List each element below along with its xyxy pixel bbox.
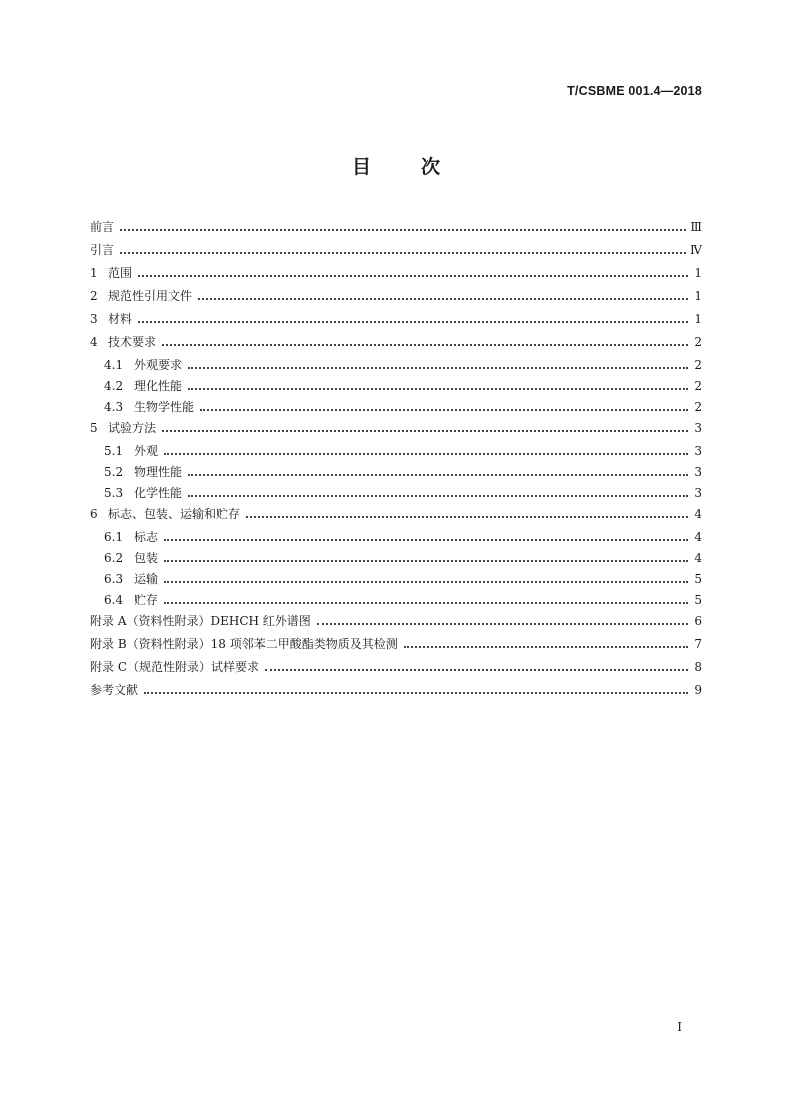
toc-entry-page: 6 [694,614,702,628]
toc-entry-title: 规范性引用文件 [108,289,193,303]
toc-leader [200,395,688,411]
toc-leader [120,215,686,231]
toc-entry-page: 9 [694,683,702,697]
toc-entry-title: 参考文献 [90,683,139,697]
toc-leader [138,261,688,277]
toc-entry-title: 引言 [90,243,115,257]
toc-entry-number: 4.3 [104,400,124,414]
toc-entry-number: 4.1 [104,358,124,372]
toc-entry-title: 范围 [108,266,133,280]
toc-entry-page: 7 [694,637,702,651]
toc-entry-number: 6.1 [104,530,124,544]
toc-entry-title: 附录 C（规范性附录）试样要求 [90,660,259,674]
toc-subentry[interactable] [90,353,702,374]
toc-entry-number: 2 [90,289,98,303]
toc-entry-appendix-c[interactable] [90,655,702,678]
toc-entry-number: 6.3 [104,572,124,586]
toc-leader [188,460,688,476]
toc-entry-references[interactable] [90,678,702,701]
toc-entry[interactable] [90,238,702,261]
toc-entry[interactable] [90,416,702,439]
toc-entry-page: 1 [694,289,702,303]
toc-entry-appendix-a[interactable] [90,609,702,632]
toc-entry-number: 6 [90,507,98,521]
toc-entry-number: 1 [90,266,98,280]
toc-leader [188,374,688,390]
toc-leader [162,330,688,346]
toc-entry-page: Ⅳ [690,243,702,257]
toc-entry-page: 1 [694,312,702,326]
toc-entry-number: 6.2 [104,551,124,565]
toc-entry-title: 贮存 [134,593,159,607]
table-of-contents [90,215,702,701]
toc-entry[interactable] [90,502,702,525]
toc-entry-page: 4 [694,507,702,521]
toc-leader [198,284,688,300]
toc-entry-page: Ⅲ [690,220,702,234]
toc-subentry[interactable] [90,395,702,416]
toc-entry[interactable] [90,307,702,330]
toc-entry-page: 3 [694,486,702,500]
toc-leader [144,678,688,694]
toc-entry-page: 2 [694,379,702,393]
toc-entry-title: 材料 [108,312,133,326]
toc-entry-title: 标志 [134,530,159,544]
toc-subentry[interactable] [90,460,702,481]
toc-leader [120,238,686,254]
toc-leader [317,609,688,625]
title-char-2: 次 [421,156,441,178]
toc-entry-number: 5.3 [104,486,124,500]
toc-entry[interactable] [90,215,702,238]
toc-entry-number: 5.2 [104,465,124,479]
page-number: Ⅰ [677,1020,682,1034]
toc-entry-appendix-b[interactable] [90,632,702,655]
toc-entry-page: 1 [694,266,702,280]
toc-entry-title: 外观 [134,444,159,458]
toc-entry-title: 附录 B（资料性附录）18 项邻苯二甲酸酯类物质及其检测 [90,637,398,651]
toc-entry-page: 8 [694,660,702,674]
toc-entry-page: 4 [694,530,702,544]
toc-entry[interactable] [90,284,702,307]
toc-entry-title: 生物学性能 [134,400,195,414]
toc-entry-page: 3 [694,444,702,458]
toc-entry-title: 附录 A（资料性附录）DEHCH 红外谱图 [90,614,311,628]
toc-entry-number: 6.4 [104,593,124,607]
toc-leader [265,655,688,671]
toc-entry-page: 3 [694,465,702,479]
toc-subentry[interactable] [90,439,702,460]
toc-subentry[interactable] [90,481,702,502]
toc-subentry[interactable] [90,588,702,609]
toc-entry-title: 包装 [134,551,159,565]
toc-entry-number: 4 [90,335,98,349]
toc-entry-number: 4.2 [104,379,124,393]
toc-entry-page: 5 [694,593,702,607]
toc-leader [164,439,688,455]
page-title [0,152,792,179]
toc-leader [188,481,688,497]
toc-entry-page: 2 [694,400,702,414]
toc-leader [162,416,688,432]
toc-leader [188,353,688,369]
toc-entry-title: 技术要求 [108,335,157,349]
toc-entry-title: 前言 [90,220,115,234]
toc-entry-number: 5 [90,421,98,435]
toc-leader [138,307,688,323]
toc-leader [164,525,688,541]
toc-entry[interactable] [90,330,702,353]
toc-entry-title: 物理性能 [134,465,183,479]
toc-entry-number: 5.1 [104,444,124,458]
toc-leader [164,588,688,604]
toc-entry-number: 3 [90,312,98,326]
toc-entry-page: 5 [694,572,702,586]
toc-leader [164,567,688,583]
toc-subentry[interactable] [90,374,702,395]
toc-entry-title: 化学性能 [134,486,183,500]
toc-leader [164,546,688,562]
toc-subentry[interactable] [90,546,702,567]
toc-leader [404,632,688,648]
standard-code: T/CSBME 001.4—2018 [567,84,702,98]
toc-entry-page: 2 [694,335,702,349]
toc-entry-page: 4 [694,551,702,565]
toc-subentry[interactable] [90,525,702,546]
toc-entry-title: 试验方法 [108,421,157,435]
toc-entry-page: 2 [694,358,702,372]
title-char-1: 目 [351,156,371,178]
toc-entry-title: 运输 [134,572,159,586]
toc-entry-page: 3 [694,421,702,435]
toc-leader [246,502,688,518]
toc-entry-title: 标志、包装、运输和贮存 [108,507,241,521]
toc-entry-title: 外观要求 [134,358,183,372]
toc-subentry[interactable] [90,567,702,588]
toc-entry[interactable] [90,261,702,284]
toc-entry-title: 理化性能 [134,379,183,393]
